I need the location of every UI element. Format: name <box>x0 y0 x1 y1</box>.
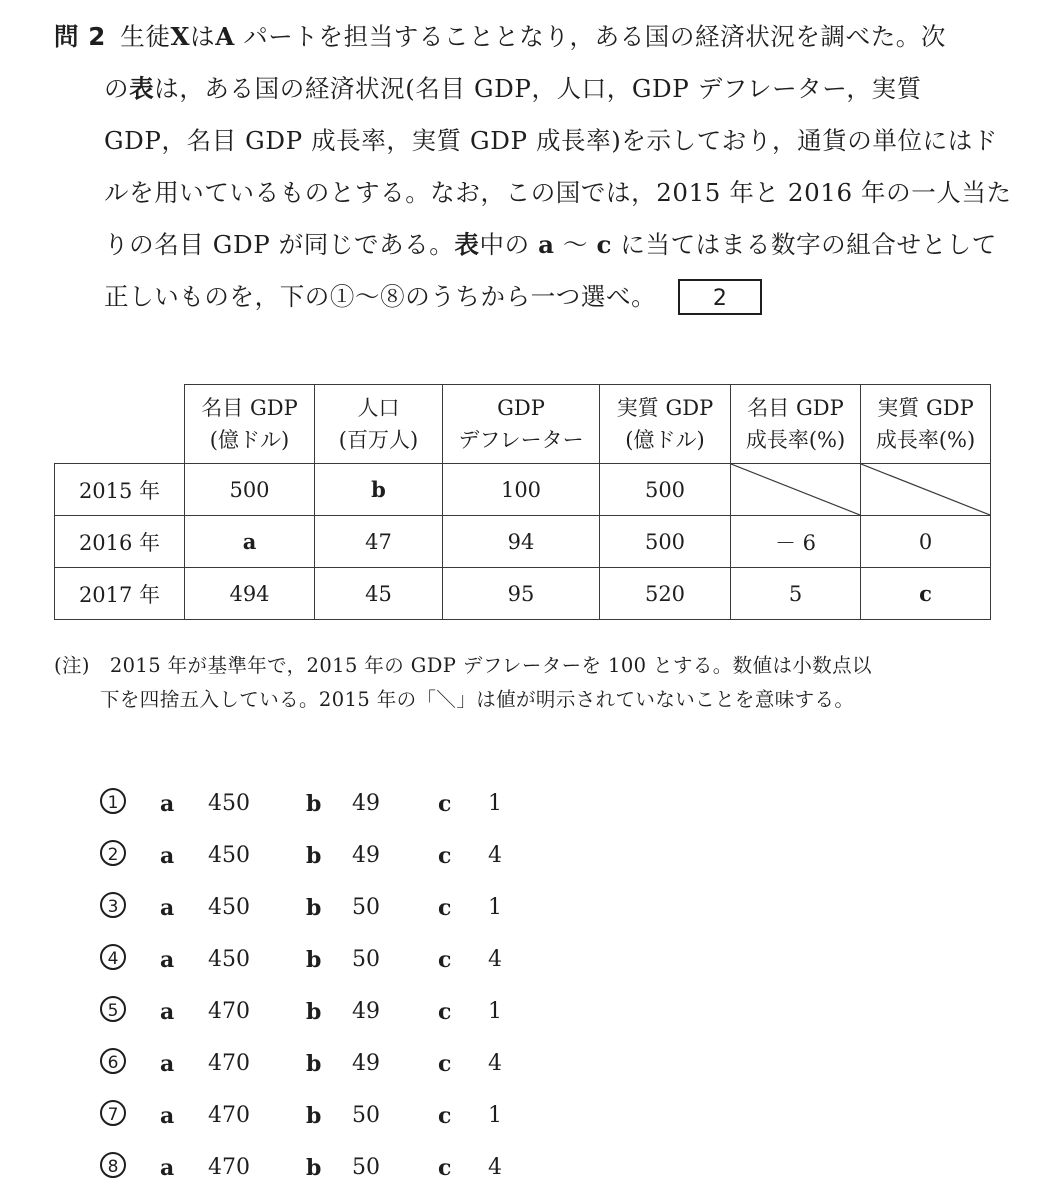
option-value-c: 1 <box>488 1103 502 1128</box>
data-cell: 500 <box>600 516 731 568</box>
unknown-c-cell: c <box>861 568 991 620</box>
table-reference: 表 <box>454 230 480 259</box>
question-text-segment: GDP，名目 GDP 成長率，実質 GDP 成長率)を示しており，通貨の単位にはド <box>104 126 998 155</box>
question-text-segment: に当てはまる数字の組合せとして <box>611 230 997 259</box>
option-label-a: a <box>160 1103 175 1129</box>
option-label-a: a <box>160 947 175 973</box>
header-nominal-growth: 名目 GDP 成長率(%) <box>731 385 861 464</box>
option-value-a: 450 <box>208 791 250 816</box>
option-value-c: 1 <box>488 791 502 816</box>
option-label-c: c <box>438 843 452 869</box>
option-value-b: 49 <box>352 1051 380 1076</box>
option-value-a: 470 <box>208 1155 250 1180</box>
year-cell: 2017 年 <box>55 568 185 620</box>
option-value-c: 4 <box>488 843 502 868</box>
option-label-b: b <box>306 947 322 973</box>
option-label-b: b <box>306 1103 322 1129</box>
option-value-c: 4 <box>488 1155 502 1180</box>
option-label-c: c <box>438 1051 452 1077</box>
question-text-segment: 正しいものを，下の①～⑧のうちから一つ選べ。 <box>104 282 657 311</box>
option-number-icon: 8 <box>100 1152 126 1178</box>
option-label-a: a <box>160 1051 175 1077</box>
option-value-a: 450 <box>208 843 250 868</box>
option-label-c: c <box>438 999 452 1025</box>
option-number-icon: 5 <box>100 996 126 1022</box>
data-cell: 520 <box>600 568 731 620</box>
question-line-2 <box>104 64 922 114</box>
option-label-a: a <box>160 843 175 869</box>
option-label-b: b <box>306 999 322 1025</box>
question-text-segment: ～ <box>554 230 597 259</box>
question-line-5 <box>104 220 997 270</box>
data-cell: － 6 <box>731 516 861 568</box>
year-cell: 2016 年 <box>55 516 185 568</box>
data-cell: 45 <box>315 568 443 620</box>
option-value-a: 470 <box>208 1051 250 1076</box>
data-cell: 0 <box>861 516 991 568</box>
option-value-c: 1 <box>488 895 502 920</box>
data-cell: 500 <box>185 464 315 516</box>
part-a-label: A <box>215 22 235 51</box>
option-label-a: a <box>160 1155 175 1181</box>
diagonal-slash-icon <box>731 464 860 515</box>
option-label-b: b <box>306 895 322 921</box>
option-value-b: 49 <box>352 791 380 816</box>
option-label-a: a <box>160 999 175 1025</box>
table-note-line-1: (注) 2015 年が基準年で，2015 年の GDP デフレーターを 100 とする。数値は小数点以 <box>54 654 872 677</box>
option-label-c: c <box>438 895 452 921</box>
data-cell: 100 <box>443 464 600 516</box>
question-text-segment: 生徒 <box>120 22 171 51</box>
option-value-b: 50 <box>352 1155 380 1180</box>
table-row-2015 <box>55 464 991 516</box>
option-label-c: c <box>438 1155 452 1181</box>
option-label-b: b <box>306 791 322 817</box>
option-value-b: 50 <box>352 895 380 920</box>
header-real-gdp: 実質 GDP (億ドル) <box>600 385 731 464</box>
data-cell: 494 <box>185 568 315 620</box>
option-value-b: 49 <box>352 999 380 1024</box>
option-value-a: 470 <box>208 999 250 1024</box>
question-line-4 <box>104 168 1012 218</box>
header-real-growth: 実質 GDP 成長率(%) <box>861 385 991 464</box>
data-cell: 5 <box>731 568 861 620</box>
answer-box[interactable]: 2 <box>678 279 762 315</box>
economy-table <box>54 384 991 620</box>
option-value-c: 1 <box>488 999 502 1024</box>
data-cell: 94 <box>443 516 600 568</box>
question-text-segment: ルを用いているものとする。なお，この国では，2015 年と 2016 年の一人当た <box>104 178 1012 207</box>
option-label-a: a <box>160 895 175 921</box>
question-line-6 <box>104 272 762 322</box>
data-cell: 500 <box>600 464 731 516</box>
diagonal-slash-icon <box>861 464 990 515</box>
question-text-segment: の <box>104 74 130 103</box>
option-number-icon: 1 <box>100 788 126 814</box>
option-number-icon: 7 <box>100 1100 126 1126</box>
option-label-a: a <box>160 791 175 817</box>
option-label-b: b <box>306 1051 322 1077</box>
option-label-b: b <box>306 1155 322 1181</box>
option-value-b: 50 <box>352 947 380 972</box>
question-text-segment: りの名目 GDP が同じである。 <box>104 230 455 259</box>
option-number-icon: 4 <box>100 944 126 970</box>
option-value-a: 450 <box>208 895 250 920</box>
option-value-a: 450 <box>208 947 250 972</box>
option-number-icon: 3 <box>100 892 126 918</box>
header-nominal-gdp: 名目 GDP (億ドル) <box>185 385 315 464</box>
option-number-icon: 6 <box>100 1048 126 1074</box>
table-note-line-2: 下を四捨五入している。2015 年の「＼」は値が明示されていないことを意味する。 <box>100 688 855 711</box>
table-row-2017 <box>55 568 991 620</box>
table-row-2016 <box>55 516 991 568</box>
question-text-segment: は，ある国の経済状況(名目 GDP，人口，GDP デフレーター，実質 <box>154 74 922 103</box>
option-label-c: c <box>438 947 452 973</box>
header-population: 人口 (百万人) <box>315 385 443 464</box>
option-value-a: 470 <box>208 1103 250 1128</box>
header-gdp-deflator: GDP デフレーター <box>443 385 600 464</box>
table-corner <box>55 385 185 464</box>
option-value-b: 49 <box>352 843 380 868</box>
question-text-segment: パートを担当することとなり，ある国の経済状況を調べた。次 <box>234 22 946 51</box>
var-a-label: a <box>538 230 555 259</box>
blank-diagonal-cell <box>731 464 861 516</box>
question-line-1 <box>54 12 946 62</box>
question-number: 問 2 <box>54 22 106 51</box>
option-value-c: 4 <box>488 947 502 972</box>
option-value-b: 50 <box>352 1103 380 1128</box>
unknown-a-cell: a <box>185 516 315 568</box>
option-number-icon: 2 <box>100 840 126 866</box>
question-text-segment: は <box>190 22 216 51</box>
table-reference: 表 <box>129 74 155 103</box>
data-cell: 47 <box>315 516 443 568</box>
option-label-b: b <box>306 843 322 869</box>
var-c-label: c <box>596 230 612 259</box>
data-cell: 95 <box>443 568 600 620</box>
option-label-c: c <box>438 791 452 817</box>
student-x-label: X <box>170 22 191 51</box>
question-line-3 <box>104 116 998 166</box>
option-label-c: c <box>438 1103 452 1129</box>
option-value-c: 4 <box>488 1051 502 1076</box>
question-text-segment: 中の <box>479 230 539 259</box>
unknown-b-cell: b <box>315 464 443 516</box>
year-cell: 2015 年 <box>55 464 185 516</box>
blank-diagonal-cell <box>861 464 991 516</box>
